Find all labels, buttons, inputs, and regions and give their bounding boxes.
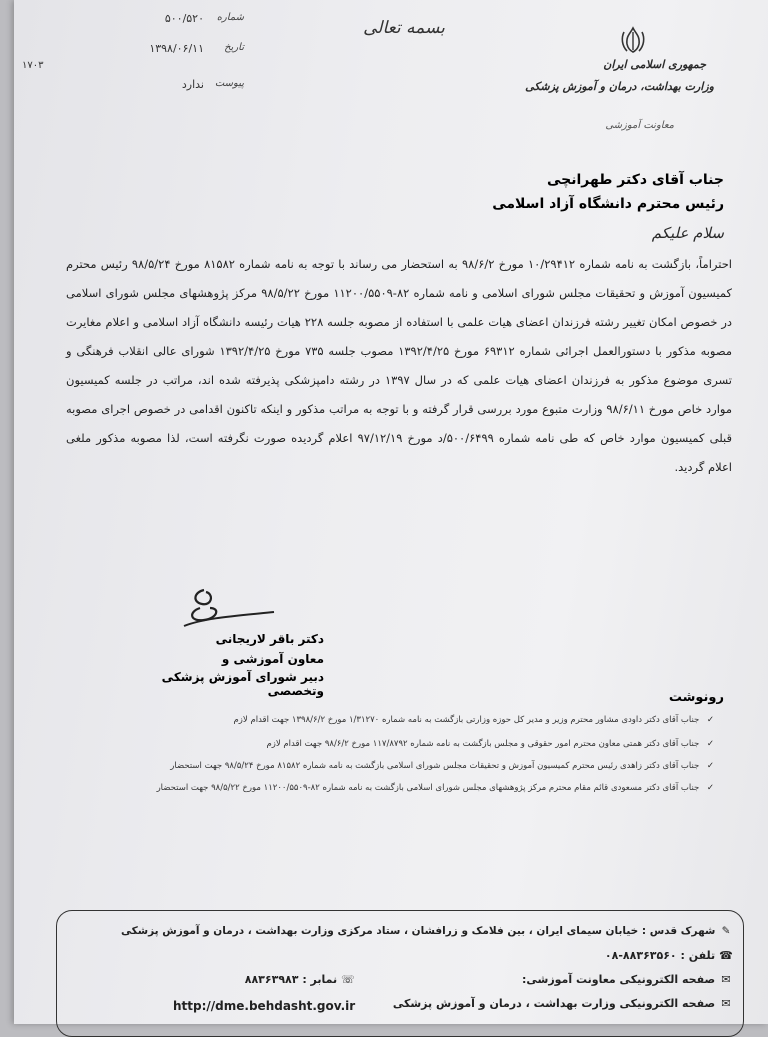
signatory-title-1: معاون آموزشی و <box>221 652 324 666</box>
org-line-2: وزارت بهداشت، درمان و آموزش پزشکی <box>525 80 714 93</box>
location-pen-icon: ✎ <box>721 925 731 937</box>
footer-fax-row <box>245 973 355 986</box>
number-label: شماره <box>216 12 244 23</box>
copy-item <box>54 760 714 772</box>
date-value: ۱۳۹۸/۰۶/۱۱ <box>149 42 204 55</box>
copy-item-text: جناب آقای دکتر زاهدی رئیس محترم کمیسیون آموزش و تحقیقات مجلس شورای اسلامی بازگشت به نامه شماره ۸۱۵۸۲ مورخ ۹۸/۵/۲۴ جهت استحضار <box>170 761 700 771</box>
fax-icon: ☏ <box>341 973 355 986</box>
letter-page <box>14 0 768 1024</box>
copy-item-text: جناب آقای دکتر داودی مشاور محترم وزیر و مدیر کل حوزه وزارتی بازگشت به نامه شماره ۱/۳۱۲۷۰ مورخ ۱۳۹۸/۶/۲ جهت اقدام لازم <box>233 715 700 725</box>
addressee-name: جناب آقای دکتر طهرانچی <box>546 172 724 188</box>
copy-item <box>34 782 714 794</box>
fax-label: نمابر : <box>302 973 338 986</box>
web2-label: صفحه الکترونیکی وزارت بهداشت ، درمان و آموزش پزشکی <box>392 997 716 1010</box>
iran-emblem-icon <box>618 26 648 54</box>
checkmark-icon: ✓ <box>706 715 714 725</box>
letter-body: احتراماً، بازگشت به نامه شماره ۱۰/۲۹۴۱۲ مورخ ۹۸/۶/۲ به استحضار می رساند با توجه به نامه شماره ۸۱۵۸۲ مورخ ۹۸/۵/۲۴ رئیس محترم کمیسیون آموزش و تحقیقات مجلس شورای اسلامی و نامه شماره ۸۲-۱۱۲۰۰/۵۵۰۹ مورخ ۹۸/۵/۲۲ مرکز پژوهشهای مجلس شورای اسلامی در خصوص امکان تغییر رشته فرزندان اعضای هیات علمی با استفاده از مصوبه جلسه ۲۲۸ هیات رئیسه دانشگاه آزاد اسلامی و اعلام مغایرت مصوبه مذکور با دستورالعمل اجرائی شماره ۶۹۳۱۲ مورخ ۱۳۹۲/۴/۲۵ مصوب جلسه ۷۳۵ مورخ ۱۳۹۲/۴/۲۵ شورای عالی انقلاب فرهنگی و تسری موضوع مذکور به فرزندان اعضای هیات علمی که در سال ۱۳۹۷ در رشته دامپزشکی پذیرفته شده اند، مراتب در جلسه کمیسیون موارد خاص مورخ ۹۸/۶/۱۱ وزارت متبوع مورد بررسی قرار گرفته و با توجه به مراتب مذکور و اینکه تاکنون اقدامی در خصوص اجرای مصوبه قبلی کمیسیون موارد خاص که طی نامه شماره ۵۰۰/۶۴۹۹/د مورخ ۹۷/۱۲/۱۹ اعلام گردیده صورت نگرفته است، لذا مصوبه مذکور ملغی اعلام گردید. <box>66 257 733 474</box>
checkmark-icon: ✓ <box>706 761 714 771</box>
footer-phone-row <box>605 949 733 962</box>
attachment-label: پیوست <box>214 78 244 89</box>
org-line-1: جمهوری اسلامی ایران <box>603 58 706 71</box>
copies-title: رونوشت <box>668 690 724 705</box>
footer-address: شهرک قدس : خیابان سیمای ایران ، بین فلامک و زرافشان ، ستاد مرکزی وزارت بهداشت ، درمان و آموزش پزشکی <box>121 925 716 937</box>
phone-icon: ☎ <box>719 949 733 962</box>
footer-address-row <box>121 925 733 937</box>
basmala: بسمه تعالی <box>363 18 445 38</box>
fax-number: ۸۸۳۶۳۹۸۳ <box>244 973 299 986</box>
letter-attachment-row <box>84 78 244 96</box>
signatory-name: دکتر باقر لاریجانی <box>215 632 324 646</box>
footer-web2-row <box>393 997 733 1010</box>
checkmark-icon: ✓ <box>706 739 714 749</box>
number-value: ۵۰۰/۵۲۰ <box>164 12 204 25</box>
letter-date-row <box>84 42 244 60</box>
phone-number: ۸۸۳۶۳۵۶۰-۰۸ <box>604 949 677 962</box>
handwritten-signature <box>174 582 284 632</box>
copy-item-text: جناب آقای دکتر همتی معاون محترم امور حقوقی و مجلس بازگشت به نامه شماره ۱۱۷/۸۷۹۲ مورخ ۹۸/۶/۲ جهت اقدام لازم <box>266 739 700 749</box>
envelope-icon: ✉ <box>721 973 731 986</box>
envelope-icon: ✉ <box>721 997 731 1010</box>
letter-number-row <box>84 12 244 30</box>
footer-web1-row <box>522 973 733 986</box>
signatory-title-2: دبیر شورای آموزش پزشکی وتخصصی <box>161 670 324 698</box>
date-label: تاریخ <box>224 42 244 53</box>
margin-number: ۱۷۰۳ <box>22 60 44 71</box>
greeting: سلام علیکم <box>651 224 724 242</box>
letter-footer <box>56 910 744 1037</box>
copy-item <box>54 714 714 726</box>
copy-item-text: جناب آقای دکتر مسعودی قائم مقام محترم مرکز پژوهشهای مجلس شورای اسلامی بازگشت به نامه شماره ۸۲-۱۱۲۰۰/۵۵۰۹ مورخ ۹۸/۵/۲۲ جهت استحضار <box>156 783 700 793</box>
web1-label: صفحه الکترونیکی معاونت آموزشی: <box>521 973 716 986</box>
copy-item <box>54 738 714 750</box>
phone-label: تلفن : <box>680 949 716 962</box>
org-line-3: معاونت آموزشی <box>605 120 674 131</box>
attachment-value: ندارد <box>181 78 204 91</box>
addressee-title: رئیس محترم دانشگاه آزاد اسلامی <box>492 196 724 212</box>
footer-url[interactable]: http://dme.behdasht.gov.ir <box>173 999 356 1013</box>
checkmark-icon: ✓ <box>706 783 714 793</box>
